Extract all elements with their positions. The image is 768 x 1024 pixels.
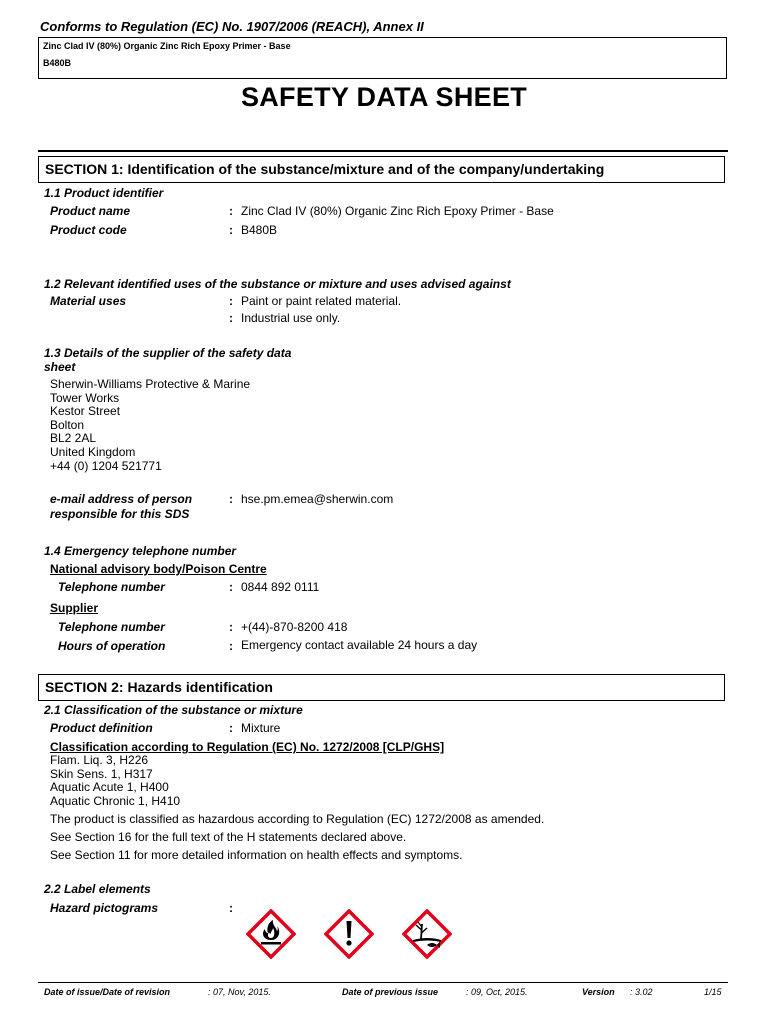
material-use-item: Paint or paint related material. [241, 294, 402, 308]
field-colon: : [229, 639, 233, 653]
hours-value: Emergency contact available 24 hours a day [241, 638, 478, 652]
classification-list [50, 754, 180, 808]
field-colon: : [229, 492, 233, 506]
page-footer [38, 982, 728, 1003]
product-header-box [38, 37, 727, 79]
material-use-item: Industrial use only. [241, 311, 341, 325]
field-colon: : [229, 311, 233, 325]
address-line: Sherwin-Williams Protective & Marine [50, 377, 251, 391]
field-colon: : [229, 620, 233, 634]
supplier-phone-value: +(44)-870-8200 418 [241, 620, 348, 634]
section-1-2-heading: 1.2 Relevant identified uses of the substance or mixture and uses advised against [44, 277, 511, 291]
field-colon: : [229, 580, 233, 594]
material-uses-label: Material uses [50, 294, 127, 308]
product-definition-label: Product definition [50, 721, 153, 735]
national-phone-value: 0844 892 0111 [241, 580, 320, 594]
classification-statement: The product is classified as hazardous according to Regulation (EC) 1272/2008 as amended. [50, 812, 545, 826]
section-1-1-heading: 1.1 Product identifier [44, 186, 164, 200]
section-1-3-heading-cont: sheet [44, 360, 76, 374]
hazard-pictograms-label: Hazard pictograms [50, 901, 159, 915]
product-code-label: Product code [50, 223, 127, 237]
exclamation-pictogram-icon [324, 909, 374, 959]
classification-statement: See Section 11 for more detailed information on health effects and symptoms. [50, 848, 463, 862]
flame-pictogram-icon [246, 909, 296, 959]
issue-date-label: Date of issue/Date of revision [44, 987, 171, 997]
address-line: Tower Works [50, 390, 120, 405]
email-label-cont: responsible for this SDS [50, 507, 190, 521]
regulation-conformance: Conforms to Regulation (EC) No. 1907/2006 (REACH), Annex II [40, 19, 424, 34]
product-definition-value: Mixture [241, 721, 281, 735]
supplier-heading: Supplier [50, 601, 99, 615]
previous-issue-value: : 09, Oct, 2015. [466, 987, 528, 997]
classification-item: Skin Sens. 1, H317 [50, 766, 153, 781]
field-colon: : [229, 294, 233, 308]
field-colon: : [229, 204, 233, 218]
national-body-heading: National advisory body/Poison Centre [50, 562, 267, 576]
section-1-4-heading: 1.4 Emergency telephone number [44, 544, 237, 558]
email-value[interactable]: hse.pm.emea@sherwin.com [241, 492, 394, 506]
field-colon: : [229, 721, 233, 735]
address-line: Kestor Street [50, 404, 121, 419]
version-label: Version [582, 987, 615, 997]
environment-pictogram-icon [402, 909, 452, 959]
classification-heading: Classification according to Regulation (EC) No. 1272/2008 [CLP/GHS] [50, 740, 445, 754]
issue-date-value: : 07, Nov, 2015. [208, 987, 271, 997]
classification-statement: See Section 16 for the full text of the H statements declared above. [50, 830, 407, 844]
header-product-code: B480B [43, 58, 72, 68]
page-title: SAFETY DATA SHEET [240, 82, 528, 112]
version-value: : 3.02 [630, 987, 653, 997]
address-line: BL2 2AL [50, 431, 97, 446]
section-2-2-heading: 2.2 Label elements [44, 882, 151, 896]
address-line: United Kingdom [50, 444, 136, 459]
supplier-address [50, 378, 250, 473]
address-line: +44 (0) 1204 521771 [50, 458, 162, 473]
classification-item: Aquatic Acute 1, H400 [50, 780, 169, 795]
classification-item: Flam. Liq. 3, H226 [50, 753, 149, 767]
field-colon: : [229, 223, 233, 237]
section-divider [38, 150, 728, 152]
section-2-1-heading: 2.1 Classification of the substance or mixture [44, 703, 303, 717]
page-number: 1/15 [704, 987, 722, 997]
telephone-label: Telephone number [58, 620, 165, 634]
section-1-header: SECTION 1: Identification of the substance/mixture and of the company/undertaking [38, 156, 725, 183]
previous-issue-label: Date of previous issue [342, 987, 439, 997]
email-label: e-mail address of person [50, 492, 193, 506]
product-name-label: Product name [50, 204, 131, 218]
telephone-label: Telephone number [58, 580, 165, 594]
classification-item: Aquatic Chronic 1, H410 [50, 793, 181, 808]
header-product-name: Zinc Clad IV (80%) Organic Zinc Rich Epoxy Primer - Base [43, 41, 291, 51]
hours-label: Hours of operation [58, 639, 166, 653]
product-name-value: Zinc Clad IV (80%) Organic Zinc Rich Epoxy Primer - Base [241, 204, 554, 218]
field-colon: : [229, 901, 233, 915]
section-2-header: SECTION 2: Hazards identification [38, 674, 725, 701]
section-1-3-heading: 1.3 Details of the supplier of the safety data [44, 346, 292, 360]
address-line: Bolton [50, 417, 85, 432]
product-code-value: B480B [241, 223, 278, 237]
